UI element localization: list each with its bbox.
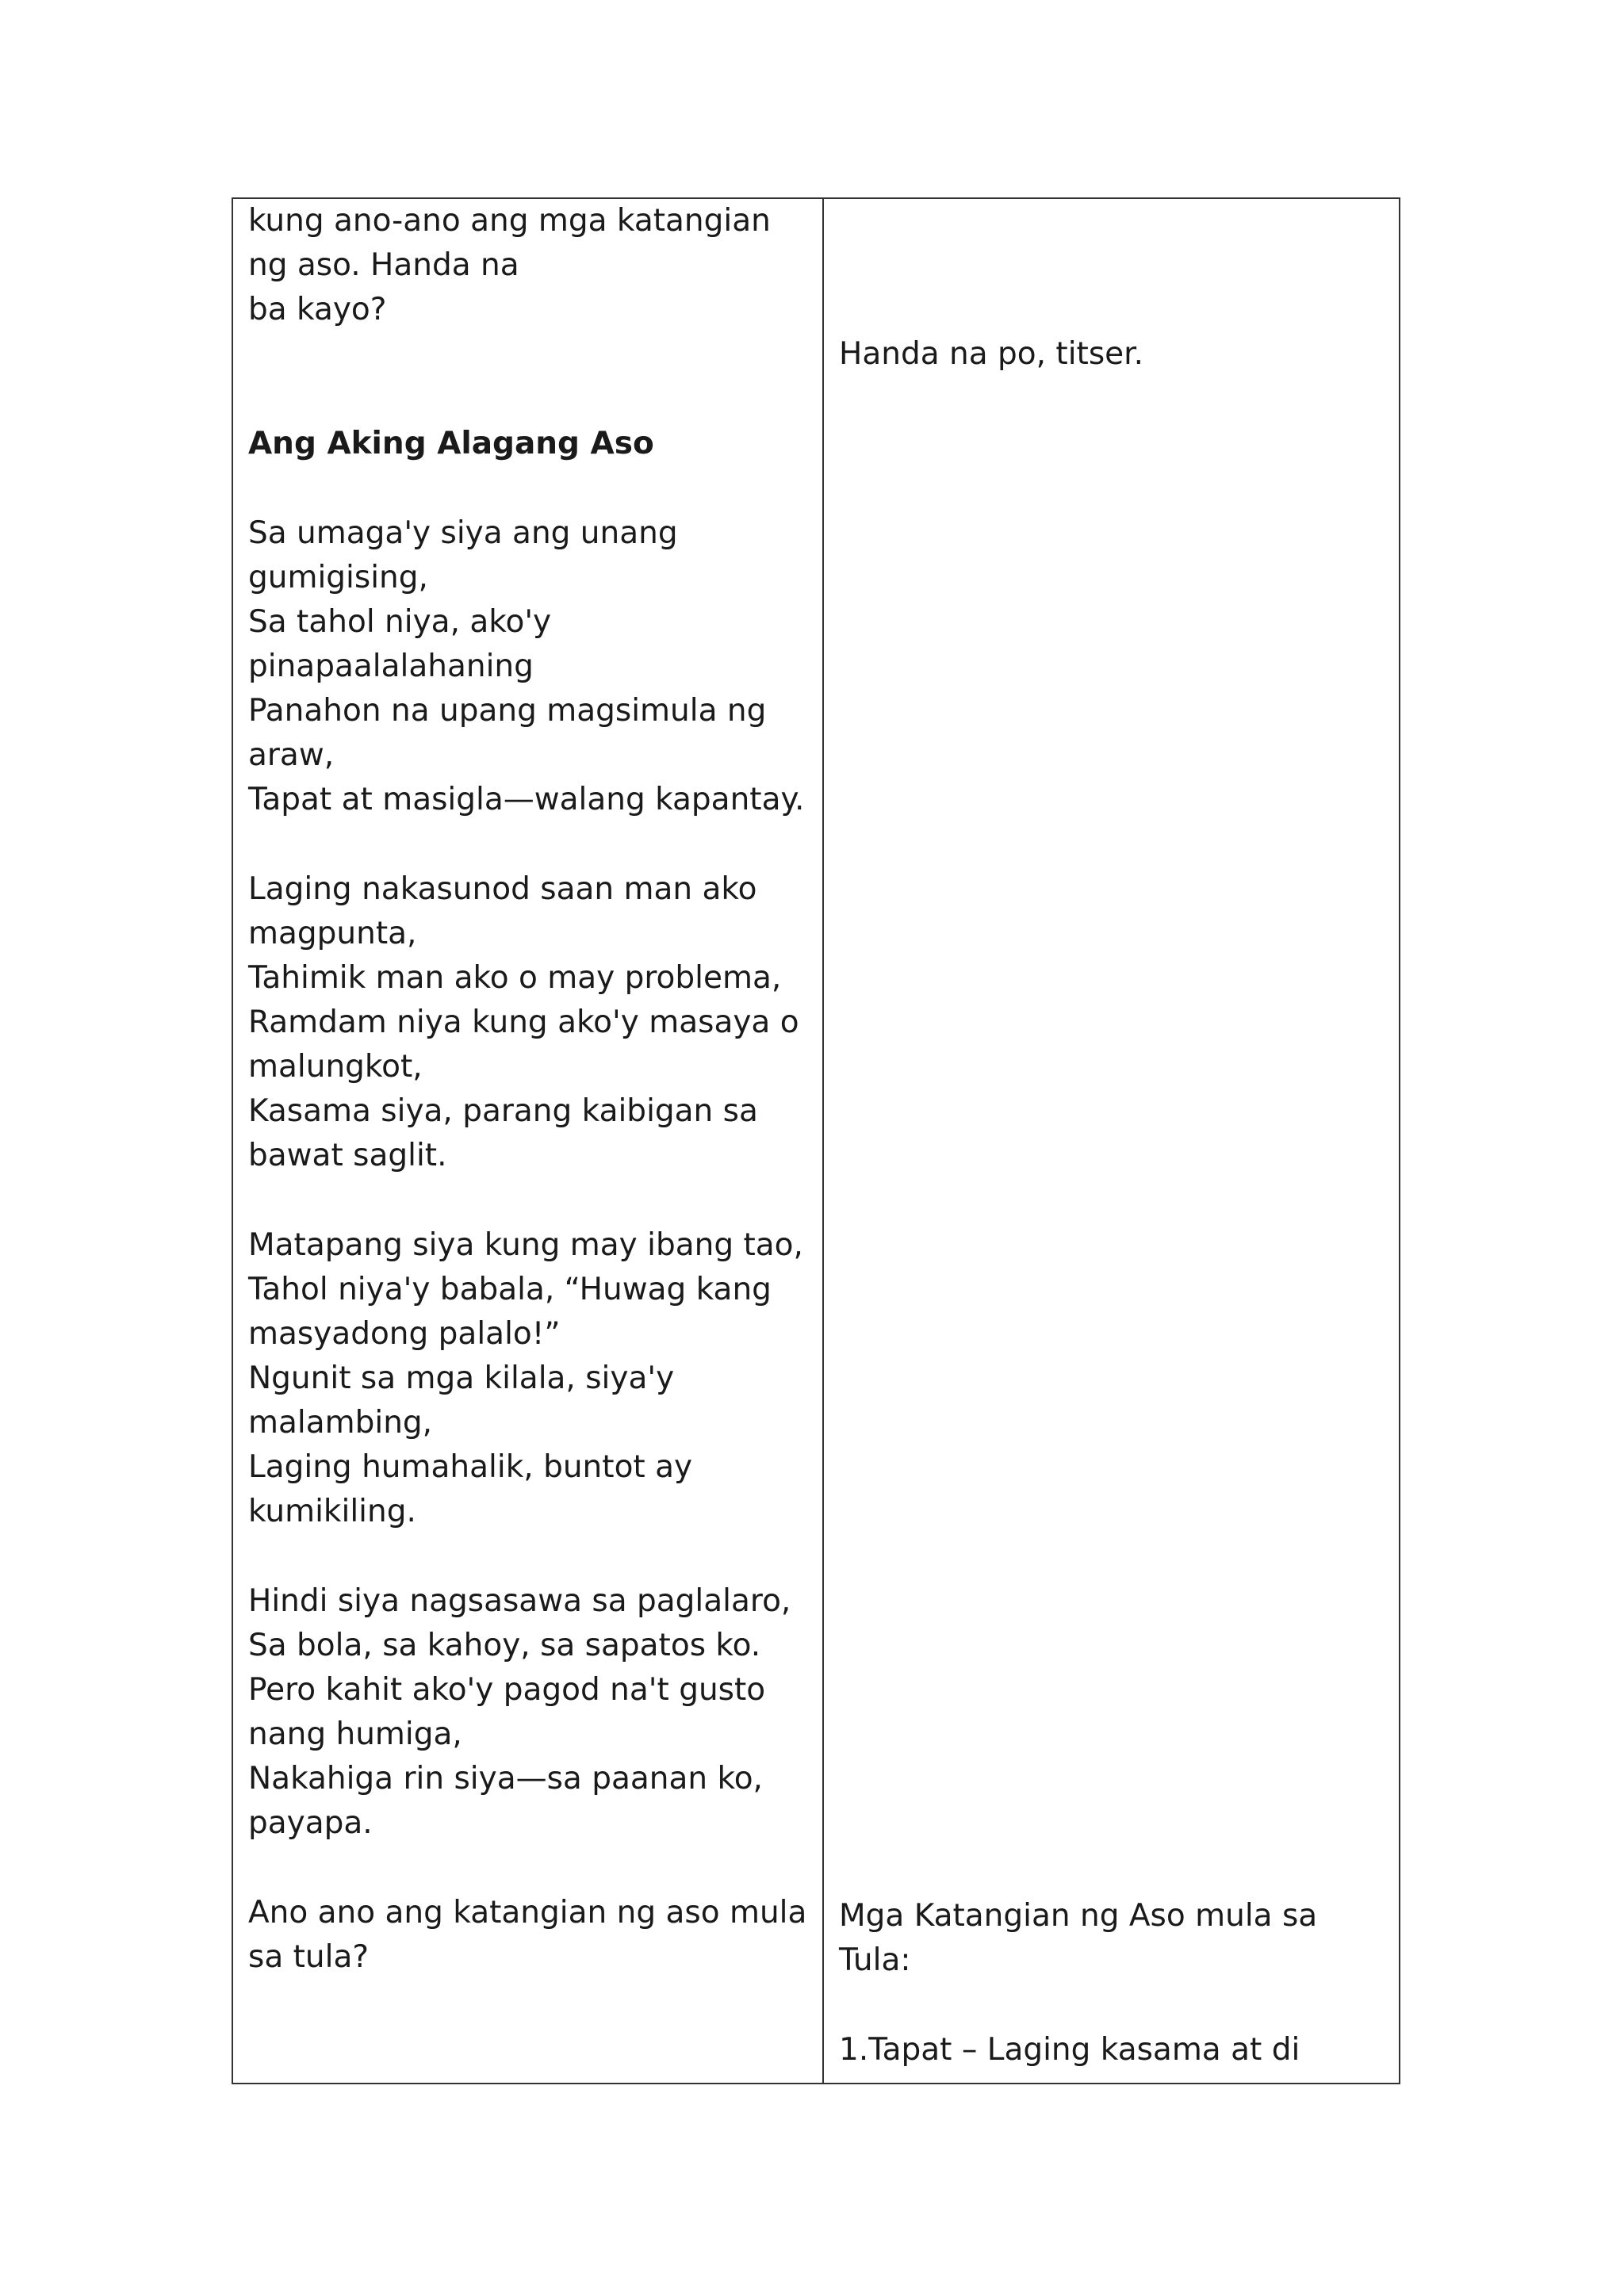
poem-line: bawat saglit. (248, 1138, 447, 1173)
poem-line: pinapaalalahaning (248, 649, 534, 684)
poem-line: Nakahiga rin siya—sa paanan ko, (248, 1761, 763, 1797)
poem-line: magpunta, (248, 916, 417, 951)
poem-line: Laging humahalik, buntot ay (248, 1449, 693, 1485)
poem-line: Sa bola, sa kahoy, sa sapatos ko. (248, 1628, 761, 1663)
poem-line: Laging nakasunod saan man ako (248, 871, 757, 907)
poem-line: Kasama siya, parang kaibigan sa (248, 1093, 758, 1129)
teacher-column (233, 199, 824, 2083)
answer-heading: Mga Katangian ng Aso mula sa (839, 1898, 1318, 1934)
answer-item: 1.Tapat – Laging kasama at di (839, 2032, 1300, 2068)
poem-line: masyadong palalo!” (248, 1316, 561, 1352)
poem-line: Tahol niya'y babala, “Huwag kang (248, 1272, 772, 1307)
poem-line: Tapat at masigla—walang kapantay. (248, 782, 805, 817)
intro-line: ng aso. Handa na (248, 247, 519, 283)
poem-line: Matapang siya kung may ibang tao, (248, 1227, 803, 1263)
poem-line: nang humiga, (248, 1716, 462, 1752)
poem-line: Tahimik man ako o may problema, (248, 960, 782, 996)
poem-line: Pero kahit ako'y pagod na't gusto (248, 1672, 766, 1708)
poem-line: gumigising, (248, 560, 428, 595)
question-line: Ano ano ang katangian ng aso mula (248, 1895, 807, 1931)
poem-line: Ngunit sa mga kilala, siya'y (248, 1360, 675, 1396)
poem-line: kumikiling. (248, 1494, 416, 1529)
poem-line: payapa. (248, 1805, 373, 1841)
poem-line: Ramdam niya kung ako'y masaya o (248, 1004, 799, 1040)
intro-line: kung ano-ano ang mga katangian (248, 203, 771, 239)
poem-line: malambing, (248, 1405, 433, 1441)
student-response: Handa na po, titser. (839, 336, 1144, 372)
poem-line: Sa umaga'y siya ang unang (248, 515, 678, 551)
poem-line: malungkot, (248, 1049, 423, 1085)
poem-line: araw, (248, 737, 335, 773)
lesson-table (232, 197, 1400, 2084)
student-column (824, 199, 1399, 2083)
answer-heading: Tula: (839, 1942, 911, 1978)
question-line: sa tula? (248, 1939, 370, 1975)
poem-line: Hindi siya nagsasawa sa paglalaro, (248, 1583, 791, 1619)
poem-line: Panahon na upang magsimula ng (248, 693, 767, 729)
poem-line: Sa tahol niya, ako'y (248, 604, 552, 640)
intro-line: ba kayo? (248, 292, 387, 327)
poem-title: Ang Aking Alagang Aso (248, 426, 654, 461)
